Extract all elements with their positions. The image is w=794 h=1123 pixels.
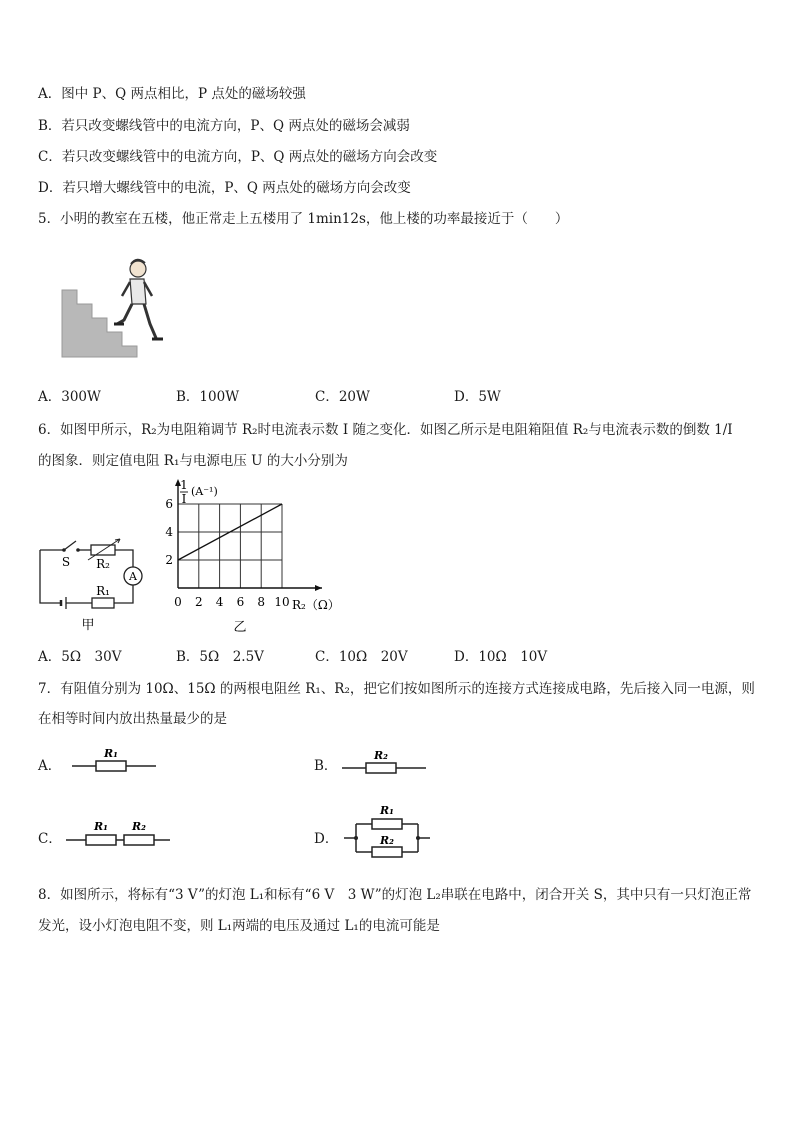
- q4-option-b: B．若只改变螺线管中的电流方向，P、Q 两点处的磁场会减弱: [38, 118, 410, 134]
- q7-stem-line2: 在相等时间内放出热量最少的是: [38, 711, 227, 727]
- chart-caption: 乙: [233, 620, 247, 635]
- q5-stem: 5．小明的教室在五楼，他正常走上五楼用了 1min12s，他上楼的功率最接近于（ ）: [38, 211, 569, 227]
- x-axis-arrow: [315, 585, 322, 591]
- y-axis-fraction-den: I: [181, 492, 187, 506]
- q7-b-r2-label: R₂: [374, 749, 388, 762]
- q6-option-d: D．10Ω 10V: [454, 649, 548, 665]
- x-tick-label: 10: [274, 595, 290, 609]
- q7-label-b: B．: [314, 758, 338, 774]
- y-tick-label: 6: [165, 497, 173, 511]
- q6-stem-line2: 的图象．则定值电阻 R₁与电源电压 U 的大小分别为: [38, 453, 348, 469]
- q7-c-r2-label: R₂: [132, 820, 146, 833]
- q7-d-r2-label: R₂: [380, 834, 394, 847]
- x-tick-label: 8: [257, 595, 266, 609]
- chart-ticks: [165, 497, 289, 609]
- y-tick-label: 4: [165, 525, 173, 539]
- chart-grid: [178, 504, 282, 588]
- q8-stem-line2: 发光，设小灯泡电阻不变，则 L₁两端的电压及通过 L₁的电流可能是: [38, 918, 440, 934]
- y-axis-fraction-label: 1: [180, 478, 188, 492]
- q7-a-r1-label: R₁: [104, 747, 118, 760]
- q7-circuit-c: [64, 818, 174, 848]
- q5-option-b: B．100W: [176, 389, 240, 405]
- q6-option-c: C．10Ω 20V: [315, 649, 408, 665]
- q7-circuit-b: [340, 746, 430, 776]
- graph-yi: [160, 475, 350, 640]
- switch-label: S: [61, 555, 71, 569]
- x-tick-label: 0: [174, 595, 182, 609]
- q7-stem-line1: 7．有阻值分别为 10Ω、15Ω 的两根电阻丝 R₁、R₂，把它们按如图所示的连接方式连接成电路，先后接入同一电源，则: [38, 681, 755, 697]
- q7-label-d: D．: [314, 831, 339, 847]
- q7-circuit-d: [342, 800, 432, 862]
- resistor-label: R₁: [96, 584, 110, 598]
- x-tick-label: 6: [236, 595, 245, 609]
- x-tick-label: 2: [194, 595, 203, 609]
- x-tick-label: 4: [215, 595, 224, 609]
- x-axis-label: R₂（Ω）: [292, 598, 340, 612]
- q7-d-r1-label: R₁: [380, 804, 394, 817]
- circuit-caption: 甲: [81, 618, 95, 633]
- y-tick-label: 2: [165, 553, 173, 567]
- circuit-diagram-jia: [36, 535, 166, 635]
- q7-circuit-a: [70, 746, 160, 776]
- q7-c-r1-label: R₁: [94, 820, 108, 833]
- q7-label-c: C．: [38, 831, 62, 847]
- q6-stem-line1: 6．如图甲所示，R₂为电阻箱调节 R₂时电流表示数 I 随之变化．如图乙所示是电阻箱阻值 R₂与电流表示数的倒数 1/I: [38, 422, 733, 438]
- y-axis-unit: (A⁻¹): [191, 485, 218, 498]
- q5-option-d: D．5W: [454, 389, 501, 405]
- q8-stem-line1: 8．如图所示，将标有“3 V”的灯泡 L₁和标有“6 V 3 W”的灯泡 L₂串联在电路中，闭合开关 S，其中只有一只灯泡正常: [38, 887, 752, 903]
- q7-label-a: A．: [38, 758, 62, 774]
- q4-option-a: A．图中 P、Q 两点相比，P 点处的磁场较强: [38, 86, 306, 102]
- resistor-box-label: R₂: [96, 557, 110, 571]
- q4-option-d: D．若只增大螺线管中的电流，P、Q 两点处的磁场方向会改变: [38, 180, 411, 196]
- q5-option-a: A．300W: [38, 389, 101, 405]
- stairs-figure: [62, 252, 172, 360]
- q6-option-a: A．5Ω 30V: [38, 649, 122, 665]
- ammeter-label: A: [129, 570, 137, 583]
- q4-option-c: C．若只改变螺线管中的电流方向，P、Q 两点处的磁场方向会改变: [38, 149, 438, 165]
- q5-option-c: C．20W: [315, 389, 370, 405]
- q6-option-b: B．5Ω 2.5V: [176, 649, 264, 665]
